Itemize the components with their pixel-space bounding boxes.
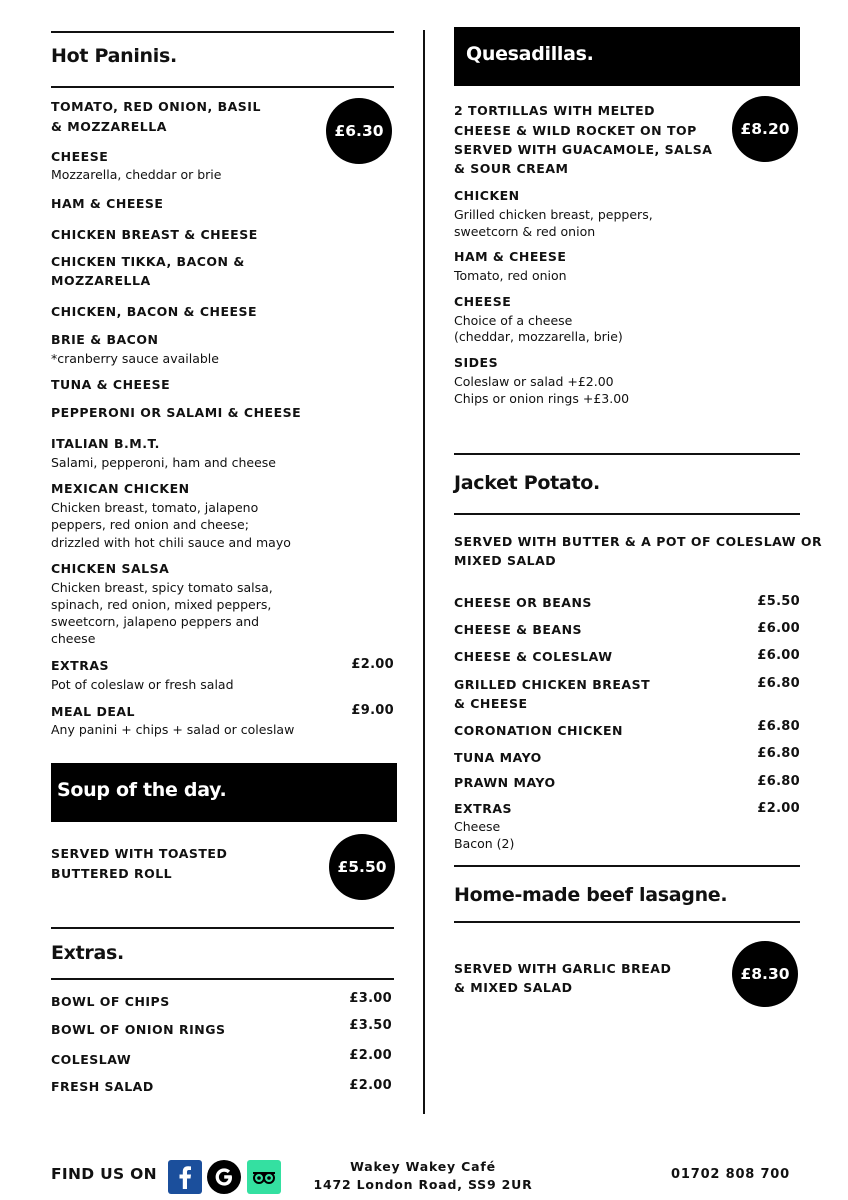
quesadilla-intro: & SOUR CREAM xyxy=(454,161,569,176)
menu-item-name: GRILLED CHICKEN BREAST xyxy=(454,677,651,692)
menu-item-price: £3.50 xyxy=(349,1018,392,1033)
menu-item-description: Salami, pepperoni, ham and cheese xyxy=(51,455,276,470)
menu-item-price: £2.00 xyxy=(349,1078,392,1093)
menu-item-description: Choice of a cheese xyxy=(454,313,573,328)
section-title-paninis: Hot Paninis. xyxy=(51,45,177,67)
menu-item-price: £9.00 xyxy=(351,703,394,718)
menu-item-name: MEAL DEAL xyxy=(51,704,136,719)
menu-item-description: Tomato, red onion xyxy=(454,268,567,283)
menu-item-description: cheese xyxy=(51,631,96,646)
soup-description: SERVED WITH TOASTED xyxy=(51,846,228,861)
menu-item-name: ITALIAN B.M.T. xyxy=(51,436,160,451)
cafe-name: Wakey Wakey Café xyxy=(350,1159,496,1174)
divider xyxy=(454,453,800,455)
divider xyxy=(51,31,394,33)
section-title-lasagne: Home-made beef lasagne. xyxy=(454,884,728,906)
google-icon[interactable] xyxy=(207,1160,241,1194)
menu-item-name: BRIE & BACON xyxy=(51,332,159,347)
divider xyxy=(454,921,800,923)
menu-item-name: SIDES xyxy=(454,355,499,370)
menu-item-price: £6.80 xyxy=(757,676,800,691)
divider xyxy=(454,513,800,515)
menu-item-description: sweetcorn & red onion xyxy=(454,224,596,239)
divider xyxy=(51,927,394,929)
menu-item-description: spinach, red onion, mixed peppers, xyxy=(51,597,272,612)
price-badge-quesadillas: £8.20 xyxy=(732,96,798,162)
menu-item-description: Chips or onion rings +£3.00 xyxy=(454,391,630,406)
menu-item-description: (cheddar, mozzarella, brie) xyxy=(454,329,623,344)
menu-item-description: Mozzarella, cheddar or brie xyxy=(51,167,222,182)
menu-item-price: £6.80 xyxy=(757,719,800,734)
quesadilla-intro: 2 TORTILLAS WITH MELTED xyxy=(454,103,655,118)
menu-item-price: £5.50 xyxy=(757,594,800,609)
menu-item-description: Coleslaw or salad +£2.00 xyxy=(454,374,614,389)
jacket-intro: MIXED SALAD xyxy=(454,553,557,568)
facebook-icon xyxy=(168,1160,202,1194)
menu-item-description: peppers, red onion and cheese; xyxy=(51,517,249,532)
menu-item-name: CHICKEN SALSA xyxy=(51,561,170,576)
section-title-jacket: Jacket Potato. xyxy=(454,472,600,494)
divider xyxy=(454,865,800,867)
menu-item-price: £6.00 xyxy=(757,648,800,663)
menu-item-name: TUNA & CHEESE xyxy=(51,377,171,392)
menu-item-name: MEXICAN CHICKEN xyxy=(51,481,190,496)
menu-item-name: BOWL OF CHIPS xyxy=(51,994,170,1009)
cafe-address: 1472 London Road, SS9 2UR xyxy=(313,1177,533,1192)
menu-item-description: Pot of coleslaw or fresh salad xyxy=(51,677,234,692)
menu-item-price: £6.80 xyxy=(757,774,800,789)
menu-item-name: MOZZARELLA xyxy=(51,273,151,288)
menu-item-name: TUNA MAYO xyxy=(454,750,542,765)
menu-item-name: & CHEESE xyxy=(454,696,528,711)
menu-item-name: PRAWN MAYO xyxy=(454,775,556,790)
menu-item-description: Chicken breast, spicy tomato salsa, xyxy=(51,580,273,595)
phone-number[interactable]: 01702 808 700 xyxy=(671,1167,790,1182)
google-icon xyxy=(207,1160,241,1194)
column-divider xyxy=(423,30,425,1114)
price-badge-paninis: £6.30 xyxy=(326,98,392,164)
menu-item-name: EXTRAS xyxy=(454,801,513,816)
menu-item-name: TOMATO, RED ONION, BASIL xyxy=(51,99,261,114)
menu-item-name: CHEESE & COLESLAW xyxy=(454,649,613,664)
price-badge-lasagne: £8.30 xyxy=(732,941,798,1007)
section-header-soup xyxy=(51,763,397,822)
menu-item-description: Bacon (2) xyxy=(454,836,515,851)
menu-item-name: CHEESE & BEANS xyxy=(454,622,583,637)
lasagne-description: & MIXED SALAD xyxy=(454,980,573,995)
menu-item-price: £6.00 xyxy=(757,621,800,636)
menu-item-name: CHICKEN TIKKA, BACON & xyxy=(51,254,245,269)
menu-item-price: £2.00 xyxy=(349,1048,392,1063)
menu-item-name: HAM & CHEESE xyxy=(51,196,164,211)
menu-item-name: FRESH SALAD xyxy=(51,1079,154,1094)
lasagne-description: SERVED WITH GARLIC BREAD xyxy=(454,961,672,976)
divider xyxy=(51,978,394,980)
menu-item-name: COLESLAW xyxy=(51,1052,132,1067)
menu-item-description: Any panini + chips + salad or coleslaw xyxy=(51,722,295,737)
menu-item-price: £2.00 xyxy=(757,801,800,816)
menu-item-description: Grilled chicken breast, peppers, xyxy=(454,207,653,222)
quesadilla-intro: CHEESE & WILD ROCKET ON TOP xyxy=(454,123,697,138)
section-header-quesadillas xyxy=(454,27,800,86)
price-badge-soup: £5.50 xyxy=(329,834,395,900)
menu-item-description: Cheese xyxy=(454,819,501,834)
menu-item-price: £3.00 xyxy=(349,991,392,1006)
menu-item-description: drizzled with hot chili sauce and mayo xyxy=(51,535,291,550)
section-title-soup: Soup of the day. xyxy=(57,779,227,801)
menu-item-name: CHEESE xyxy=(454,294,512,309)
tripadvisor-icon xyxy=(247,1160,281,1194)
menu-item-name: CHICKEN BREAST & CHEESE xyxy=(51,227,258,242)
tripadvisor-icon[interactable] xyxy=(247,1160,281,1194)
jacket-intro: SERVED WITH BUTTER & A POT OF COLESLAW OR xyxy=(454,534,823,549)
menu-item-name: EXTRAS xyxy=(51,658,110,673)
menu-item-name: & MOZZARELLA xyxy=(51,119,167,134)
facebook-icon[interactable] xyxy=(168,1160,202,1194)
menu-item-description: *cranberry sauce available xyxy=(51,351,219,366)
menu-item-name: CHEESE xyxy=(51,149,109,164)
menu-item-name: HAM & CHEESE xyxy=(454,249,567,264)
menu-item-price: £6.80 xyxy=(757,746,800,761)
soup-description: BUTTERED ROLL xyxy=(51,866,173,881)
quesadilla-intro: SERVED WITH GUACAMOLE, SALSA xyxy=(454,142,713,157)
menu-item-name: CHICKEN xyxy=(454,188,520,203)
find-us-label: FIND US ON xyxy=(51,1165,157,1183)
divider xyxy=(51,86,394,88)
section-title-extras: Extras. xyxy=(51,942,124,964)
menu-item-description: sweetcorn, jalapeno peppers and xyxy=(51,614,260,629)
menu-item-description: Chicken breast, tomato, jalapeno xyxy=(51,500,259,515)
menu-item-name: PEPPERONI OR SALAMI & CHEESE xyxy=(51,405,302,420)
menu-item-name: BOWL OF ONION RINGS xyxy=(51,1022,226,1037)
menu-item-name: CHEESE OR BEANS xyxy=(454,595,592,610)
menu-item-name: CHICKEN, BACON & CHEESE xyxy=(51,304,258,319)
section-title-quesadillas: Quesadillas. xyxy=(466,43,594,65)
menu-item-name: CORONATION CHICKEN xyxy=(454,723,623,738)
menu-item-price: £2.00 xyxy=(351,657,394,672)
